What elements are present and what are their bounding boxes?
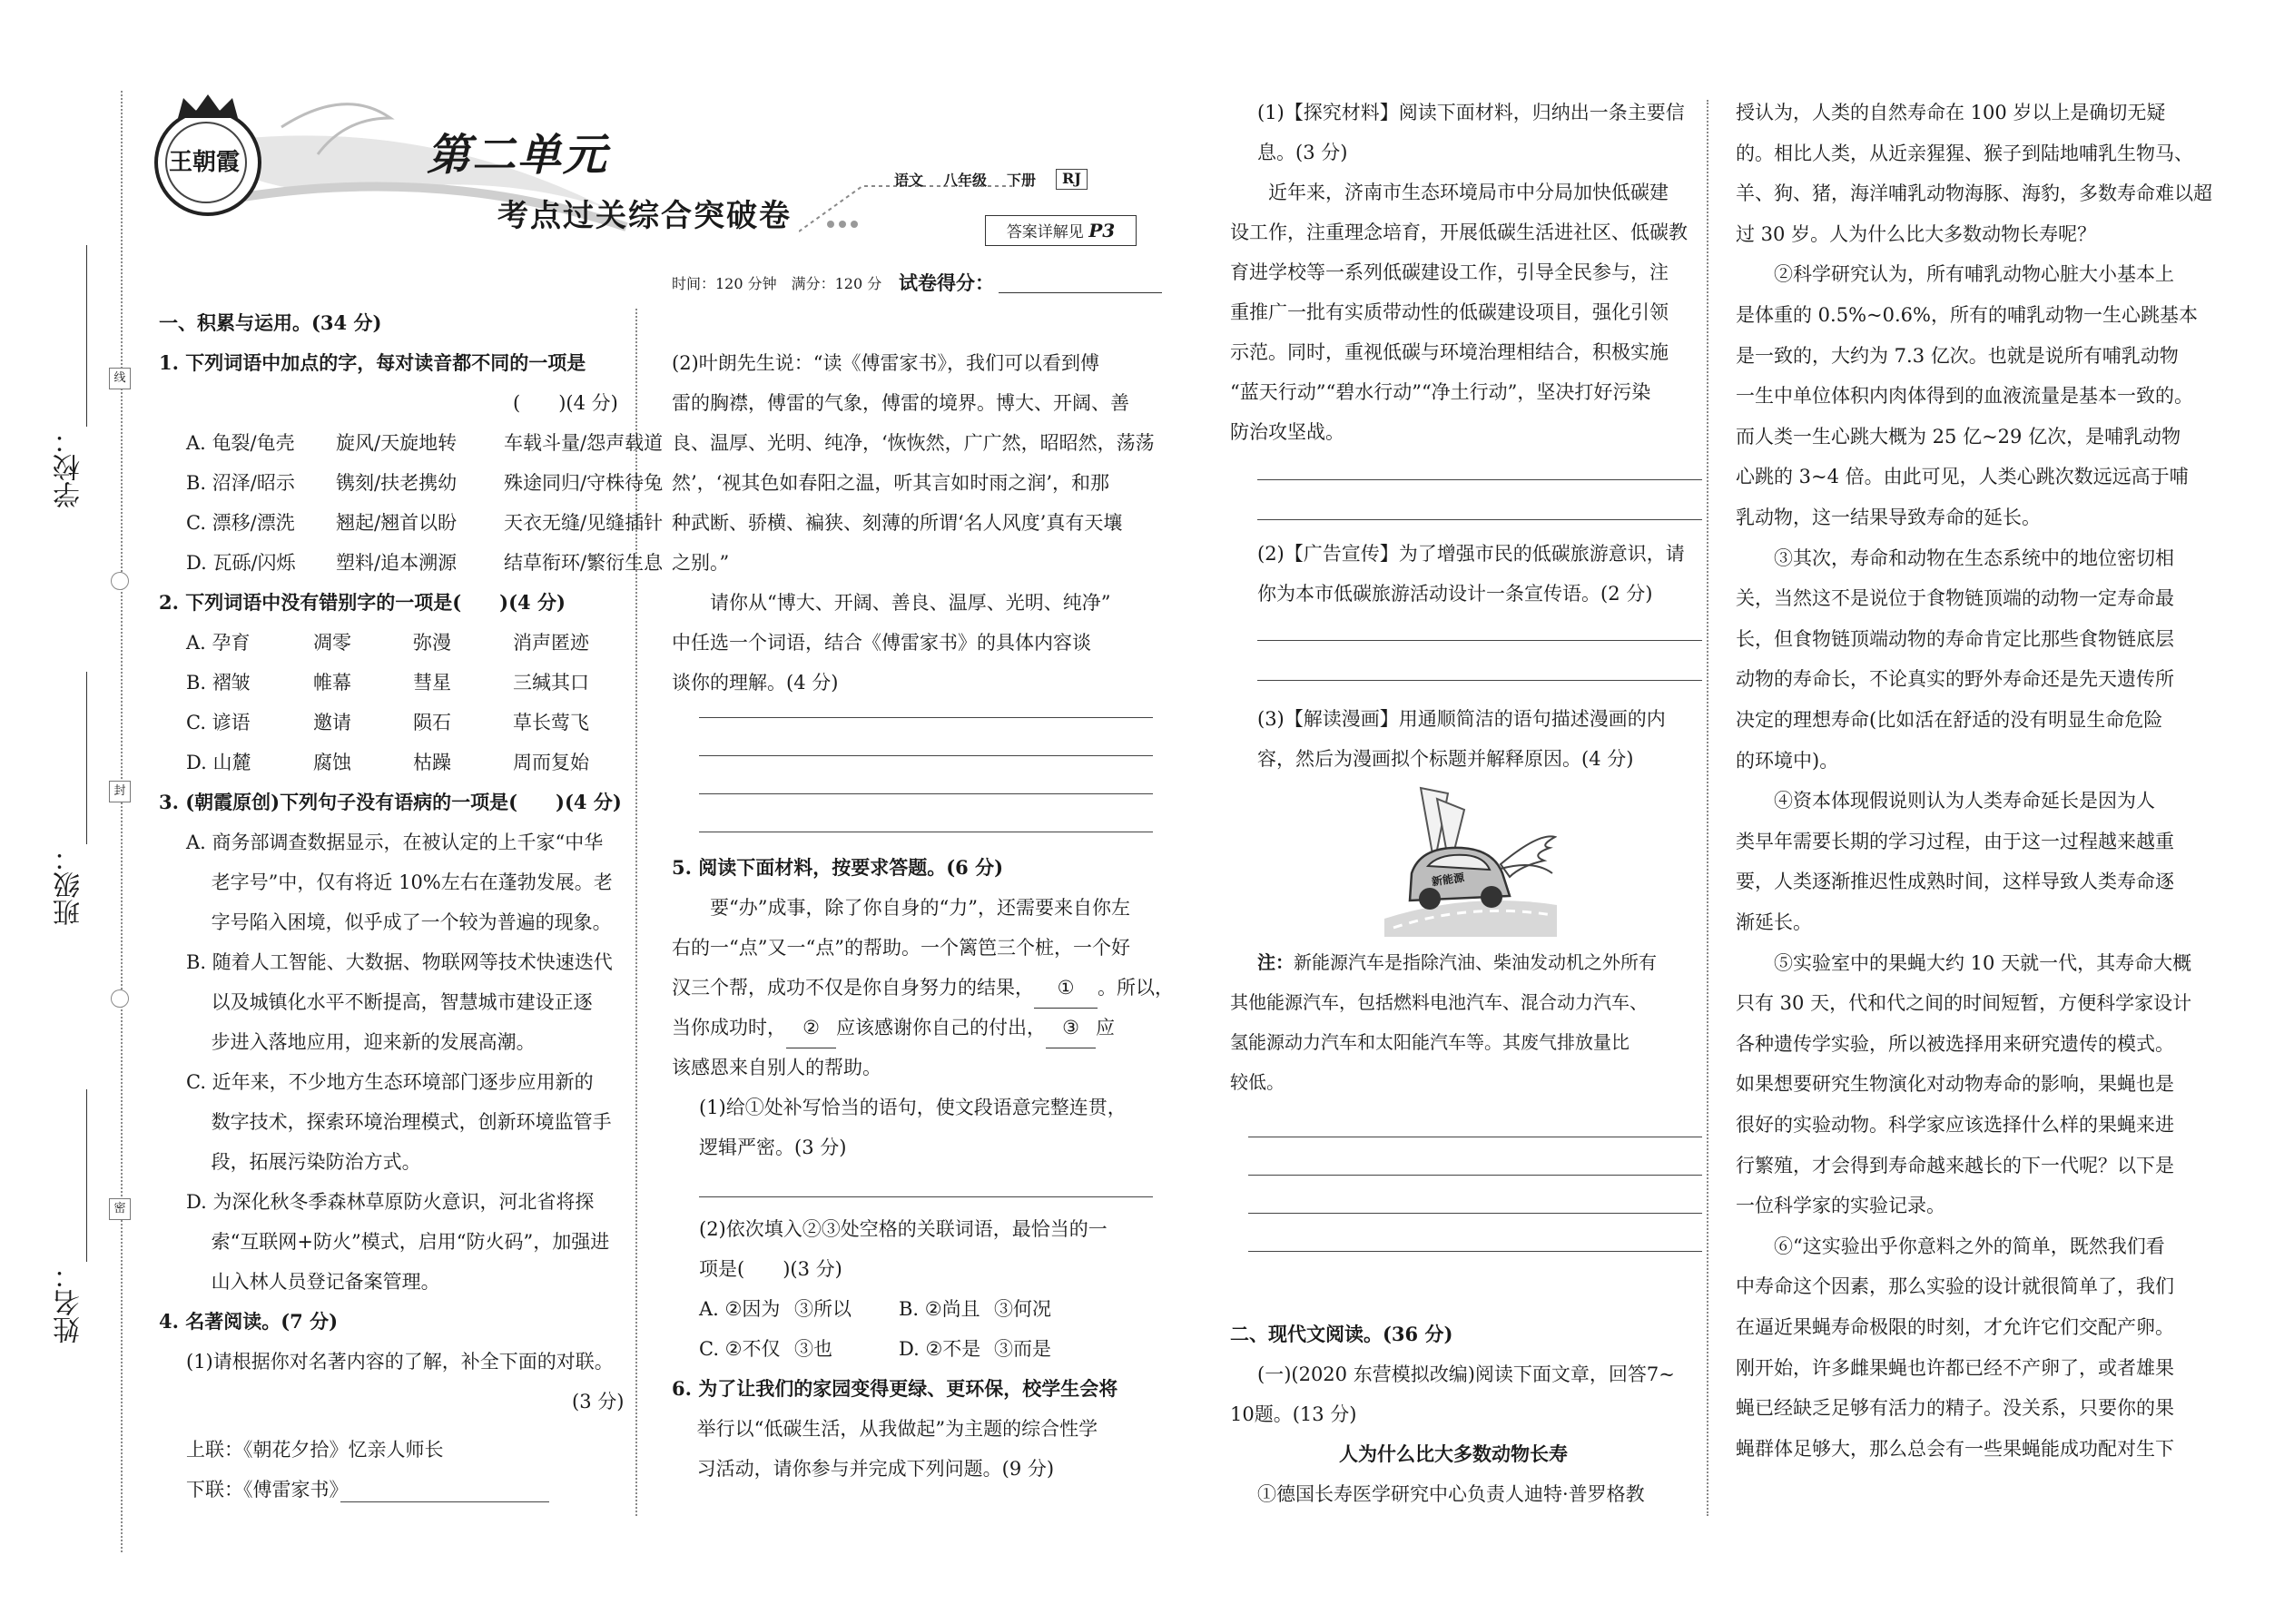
meta-tags [894, 169, 1088, 190]
q6-1-passage: 近年来，济南市生态环境局市中分局加快低碳建 [1230, 182, 1669, 203]
q2-option-b[interactable]: B. 褶皱 帷幕 彗星 三缄其口 [186, 672, 589, 694]
q6-1-passage: 示范。同时，重视低碳与环境治理相结合，积极实施 [1230, 341, 1669, 363]
article-line: 过 30 岁。人为什么比大多数动物长寿呢？ [1736, 222, 2097, 245]
part-1-intro: (一)(2020 东营模拟改编)阅读下面文章，回答7~ [1257, 1363, 1675, 1385]
article-line: 羊、狗、猪，海洋哺乳动物海豚、海豹，多数寿命难以超 [1736, 182, 2212, 205]
q5-passage: 该感恩来自别人的帮助。 [672, 1057, 881, 1078]
blank-2[interactable]: ② [786, 1008, 836, 1048]
q5-2-option-row[interactable]: C. ②不仅 ③也 D. ②不是 ③而是 [699, 1338, 1051, 1360]
q1-stem: 1. 下列词语中加点的字，每对读音都不同的一项是 [159, 351, 586, 374]
article-line: 很好的实验动物。科学家应该选择什么样的果蝇来进 [1736, 1114, 2174, 1136]
q4-2-text: 然’，‘视其色如春阳之温，听其言如时雨之润’，和那 [672, 472, 1110, 494]
article-line: 而人类一生心跳大概为 25 亿~29 亿次，是哺乳动物 [1736, 425, 2181, 448]
q6-1-score: 息。(3 分) [1257, 142, 1348, 163]
q1-option-d[interactable]: D. 瓦砾/闪烁 塑料/追本溯源 结草衔环/繁衍生息 [186, 552, 664, 574]
article-line: ③其次，寿命和动物在生态系统中的地位密切相 [1736, 546, 2174, 569]
q3-option-c-line: 段，拓展污染防治方式。 [186, 1151, 421, 1173]
article-line: 蝇群体足够大，那么总会有一些果蝇能成功配对生下 [1736, 1437, 2174, 1460]
q6-1-prompt: (1)【探究材料】阅读下面材料，归纳出一条主要信 [1257, 102, 1685, 123]
q5-1-prompt: (1)给①处补写恰当的语句，使文段语意完整连贯， [699, 1097, 1127, 1118]
answer-ref-label: 答案详解见 [1006, 223, 1084, 241]
name-blank[interactable] [86, 1089, 87, 1262]
q4-1-prompt: (1)请根据你对名著内容的了解，补全下面的对联。 [186, 1351, 614, 1373]
article-line: 乳动物，这一结果导致寿命的延长。 [1736, 507, 2041, 528]
article-line: 的。相比人类，从近亲猩猩、猴子到陆地哺乳生物马、 [1736, 142, 2193, 164]
q5-2-option-row[interactable]: A. ②因为 ③所以 B. ②尚且 ③何况 [699, 1298, 1051, 1320]
unit-title: 第二单元 [427, 130, 609, 181]
article-line: 关，当然这不是说位于食物链顶端的动物一定寿命最 [1736, 587, 2174, 610]
q1-option-b[interactable]: B. 沼泽/昭示 镌刻/扶老携幼 殊途同归/守株待兔 [186, 472, 664, 494]
article-line: 一位科学家的实验记录。 [1736, 1195, 1945, 1217]
crown-icon [174, 93, 241, 120]
q3-option-c-line: 数字技术，探索环境治理模式，创新环境监管手 [186, 1111, 612, 1133]
q3-option-b-line: 步进入落地应用，迎来新的发展高潮。 [186, 1031, 536, 1053]
volume-tag: 下册 [1007, 172, 1037, 189]
answer-line[interactable] [1248, 1213, 1702, 1214]
blank-1[interactable]: ① [1034, 968, 1098, 1009]
article-line: 是一致的，大约为 7.3 亿次。也就是说所有哺乳动物 [1736, 344, 2179, 367]
article-line: 如果想要研究生物演化对动物寿命的影响，果蝇也是 [1736, 1073, 2174, 1096]
q3-option-d-line: 索“互联网+防火”模式，启用“防火码”，加强进 [186, 1231, 610, 1253]
q6-1-passage: “蓝天行动”“碧水行动”“净土行动”，坚决打好污染 [1230, 381, 1651, 403]
article-line: 中寿命这个因素，那么实验的设计就很简单了，我们 [1736, 1275, 2174, 1298]
subject-tag: 语文 [894, 172, 924, 189]
answer-line[interactable] [699, 717, 1153, 718]
article-line: 的环境中)。 [1736, 749, 1839, 772]
q4-2-task: 请你从“博大、开阔、善良、温厚、光明、纯净” [672, 592, 1111, 614]
winged-car-icon [1384, 782, 1557, 937]
q2-option-a[interactable]: A. 孕育 凋零 弥漫 消声匿迹 [186, 632, 589, 654]
q4-2-text: 雷的胸襟，傅雷的气象，傅雷的境界。博大、开阔、善 [672, 392, 1129, 414]
answer-line[interactable] [1257, 479, 1702, 480]
article-line: 类早年需要长期的学习过程，由于这一过程越来越重 [1736, 830, 2174, 852]
q3-stem: 3. (朝霞原创)下列句子没有语病的一项是( )(4 分) [159, 791, 622, 813]
score-blank[interactable] [999, 292, 1162, 293]
article-line: 心跳的 3~4 倍。由此可见，人类心跳次数远远高于哺 [1736, 466, 2189, 488]
q6-3-prompt: 容，然后为漫画拟个标题并解释原因。(4 分) [1257, 748, 1634, 770]
school-blank[interactable] [86, 245, 87, 427]
q3-option-b-line: 以及城镇化水平不断提高，智慧城市建设正逐 [186, 991, 593, 1013]
article-line: 渐延长。 [1736, 911, 1812, 933]
class-label: 班级： [54, 844, 85, 926]
article-line: 刚开始，许多雌果蝇也许都已经不产卵了，或者雄果 [1736, 1356, 2174, 1379]
answer-line[interactable] [1257, 640, 1702, 641]
q4-2-text: 良、温厚、光明、纯净，‘恢恢然，广广然，昭昭然，荡荡 [672, 432, 1155, 454]
seal-mark-xian: 线 [109, 368, 131, 389]
blank-3[interactable]: ③ [1046, 1008, 1096, 1048]
article-line: ⑤实验室中的果蝇大约 10 天就一代，其寿命大概 [1736, 951, 2192, 974]
q1-option-a[interactable]: A. 龟裂/龟壳 旋风/天旋地转 车载斗量/怨声载道 [186, 432, 664, 454]
class-blank[interactable] [86, 672, 87, 844]
q5-2-prompt: 项是( )(3 分) [699, 1258, 842, 1280]
section-1-heading: 一、积累与运用。(34 分) [159, 311, 382, 334]
couplet-answer-blank[interactable] [340, 1501, 549, 1502]
q5-2-prompt: (2)依次填入②③处空格的关联词语，最恰当的一 [699, 1218, 1108, 1240]
school-label: 学校： [54, 427, 85, 508]
score-label: 试卷得分： [899, 271, 994, 294]
q5-passage: 当你成功时， ② 应该感谢你自己的付出， ③ 应 [672, 1008, 1115, 1048]
cartoon-note: 注：新能源汽车是指除汽油、柴油发动机之外所有 [1257, 951, 1657, 973]
q6-1-passage: 防治攻坚战。 [1230, 421, 1344, 443]
q3-option-d-line: 山入林人员登记备案管理。 [186, 1271, 440, 1293]
article-line: 要，人类逐渐推迟性成熟时间，这样导致人类寿命逐 [1736, 871, 2174, 893]
q4-stem: 4. 名著阅读。(7 分) [159, 1310, 339, 1333]
note-label: 注： [1257, 951, 1294, 973]
seal-mark-feng: 封 [109, 781, 131, 802]
q2-stem: 2. 下列词语中没有错别字的一项是( )(4 分) [159, 591, 566, 614]
q5-passage: 右的一“点”又一“点”的帮助。一个篱笆三个桩，一个好 [672, 937, 1130, 959]
answer-line[interactable] [699, 1196, 1153, 1197]
edition-tag: RJ [1056, 169, 1088, 190]
article-line: 行繁殖，才会得到寿命越来越长的下一代呢？以下是 [1736, 1154, 2174, 1176]
grade-tag: 八年级 [943, 172, 988, 189]
answer-line[interactable] [699, 793, 1153, 794]
q6-1-passage: 设工作，注重理念培育，开展低碳生活进社区、低碳教 [1230, 221, 1688, 243]
answer-ref-box [985, 215, 1137, 246]
q4-2-text: (2)叶朗先生说：“读《傅雷家书》，我们可以看到傅 [672, 352, 1099, 374]
q5-1-prompt: 逻辑严密。(3 分) [699, 1137, 847, 1158]
answer-line[interactable] [1257, 680, 1702, 681]
exam-subtitle: 考点过关综合突破卷 [497, 198, 792, 234]
seal-mark-mi: 密 [109, 1198, 131, 1220]
q1-option-c[interactable]: C. 漂移/漂洗 翘起/翘首以盼 天衣无缝/见缝插针 [186, 512, 664, 534]
q4-2-task: 谈你的理解。(4 分) [672, 672, 839, 694]
article-line: 是体重的 0.5%~0.6%，所有的哺乳动物一生心跳基本 [1736, 304, 2198, 326]
article-line: 动物的寿命长，不论真实的野外寿命还是先天遗传所 [1736, 668, 2174, 691]
couplet-lower: 下联：《傅雷家书》 [186, 1479, 349, 1501]
q6-3-prompt: (3)【解读漫画】用通顺简洁的语句描述漫画的内 [1257, 708, 1666, 730]
q1-score: ( )(4 分) [513, 392, 618, 414]
q3-option-a-line[interactable]: A. 商务部调查数据显示，在被认定的上千家“中华 [186, 832, 604, 853]
q3-option-a-line: 字号陷入困境，似乎成了一个较为普遍的现象。 [186, 911, 612, 933]
couplet-upper: 上联：《朝花夕拾》忆亲人师长 [186, 1439, 444, 1461]
article-line: ④资本体现假说则认为人类寿命延长是因为人 [1736, 790, 2155, 812]
binding-dotted-line [121, 91, 123, 1552]
answer-line[interactable] [699, 755, 1153, 756]
q6-2-prompt: (2)【广告宣传】为了增强市民的低碳旅游意识，请 [1257, 543, 1685, 565]
q3-option-c-line[interactable]: C. 近年来，不少地方生态环境部门逐步应用新的 [186, 1071, 594, 1093]
publisher-logo [154, 109, 261, 216]
q4-2-text: 种武断、骄横、褊狭、刻薄的所谓‘名人风度’真有天壤 [672, 512, 1123, 534]
binding-hole-icon [111, 989, 129, 1008]
article-line: 在逼近果蝇寿命极限的时刻，才允许它们交配产卵。 [1736, 1316, 2174, 1338]
article-line: ⑥“这实验出乎你意料之外的简单，既然我们看 [1736, 1235, 2165, 1257]
article-line: 蝇已经缺乏足够有活力的精子。没关系，只要你的果 [1736, 1397, 2174, 1420]
q3-option-a-line: 老字号”中，仅有将近 10%左右在蓬勃发展。老 [186, 871, 613, 893]
q6-1-passage: 重推广一批有实质带动性的低碳建设项目，强化引领 [1230, 301, 1669, 323]
answer-line[interactable] [1248, 1175, 1702, 1176]
q6-stem: 习活动，请你参与并完成下列问题。(9 分) [672, 1458, 1055, 1480]
article-line: 决定的理想寿命(比如活在舒适的没有明显生命危险 [1736, 709, 2163, 731]
q6-1-passage: 育进学校等一系列低碳建设工作，引导全民参与，注 [1230, 261, 1669, 283]
q4-2-text: 之别。” [672, 552, 730, 574]
car-label: 新能源 [1431, 871, 1465, 889]
column-divider [1707, 100, 1708, 1516]
answer-ref-page: P3 [1088, 220, 1116, 241]
q5-passage: 汉三个帮，成功不仅是你自身努力的结果， ① 。所以， [672, 968, 1174, 1009]
article-line: 长，但食物链顶端动物的寿命肯定比那些食物链底层 [1736, 627, 2174, 650]
part-1-intro: 10题。(13 分) [1230, 1403, 1357, 1425]
logo-text: 王朝霞 [168, 149, 240, 176]
article-paragraph: ①德国长寿医学研究中心负责人迪特·普罗格教 [1257, 1483, 1645, 1505]
article-title: 人为什么比大多数动物长寿 [1339, 1443, 1568, 1465]
binding-hole-icon [111, 572, 129, 590]
q2-option-d[interactable]: D. 山麓 腐蚀 枯躁 周而复始 [186, 752, 589, 773]
q4-1-score: (3 分) [572, 1391, 625, 1412]
section-2-heading: 二、现代文阅读。(36 分) [1230, 1323, 1453, 1345]
q5-passage: 要“办”成事，除了你自身的“力”，还需要来自你左 [672, 897, 1130, 919]
q4-2-task: 中任选一个词语，结合《傅雷家书》的具体内容谈 [672, 632, 1091, 654]
q3-option-d-line[interactable]: D. 为深化秋冬季森林草原防火意识，河北省将探 [186, 1191, 595, 1213]
q6-stem: 6. 为了让我们的家园变得更绿、更环保，校学生会将 [672, 1377, 1118, 1400]
article-line: ②科学研究认为，所有哺乳动物心脏大小基本上 [1736, 263, 2174, 286]
name-label: 姓名： [54, 1262, 85, 1343]
q6-stem: 举行以“低碳生活，从我做起”为主题的综合性学 [672, 1418, 1098, 1440]
article-line: 一生中单位体积内肉体得到的血液流量是基本一致的。 [1736, 385, 2193, 408]
q5-stem: 5. 阅读下面材料，按要求答题。(6 分) [672, 856, 1004, 879]
q3-option-b-line[interactable]: B. 随着人工智能、大数据、物联网等技术快速迭代 [186, 951, 613, 973]
answer-line[interactable] [1257, 519, 1702, 520]
cartoon-image [1384, 782, 1557, 937]
cartoon-note: 氢能源动力汽车和太阳能汽车等。其废气排放量比 [1230, 1031, 1629, 1053]
article-line: 各种遗传学实验，所以被选择用来研究遗传的模式。 [1736, 1032, 2174, 1055]
cartoon-note: 其他能源汽车，包括燃料电池汽车、混合动力汽车、 [1230, 991, 1648, 1013]
q6-2-prompt: 你为本市低碳旅游活动设计一条宣传语。(2 分) [1257, 583, 1653, 605]
cartoon-note: 较低。 [1230, 1071, 1285, 1093]
time-info: 时间：120 分钟 满分：120 分 [672, 275, 882, 292]
article-line: 只有 30 天，代和代之间的时间短暂，方便科学家设计 [1736, 992, 2192, 1015]
answer-line[interactable] [1248, 1251, 1702, 1252]
q2-option-c[interactable]: C. 谚语 邀请 陨石 草长莺飞 [186, 712, 589, 733]
article-line: 授认为，人类的自然寿命在 100 岁以上是确切无疑 [1736, 102, 2166, 123]
